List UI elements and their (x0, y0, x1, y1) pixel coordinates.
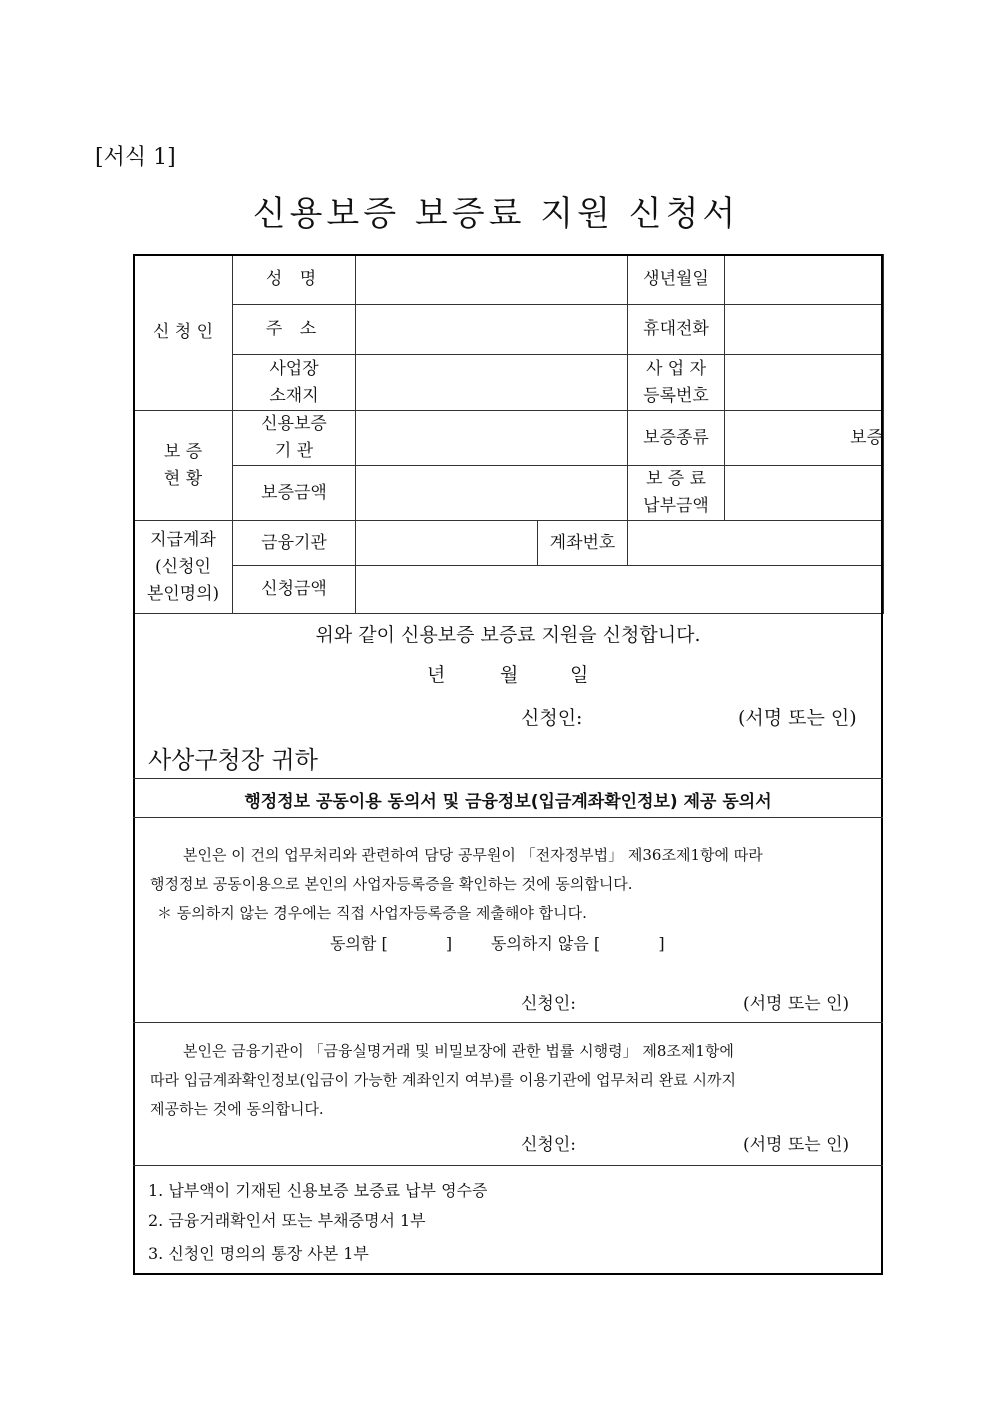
name-label: 성 명 (233, 255, 356, 305)
date-year: 년 (427, 664, 446, 686)
date-month: 월 (500, 664, 519, 686)
attachment-item-3: 3. 신청인 명의의 통장 사본 1부 (148, 1244, 369, 1263)
admin-applicant-label: 신청인: (521, 994, 576, 1014)
declaration-sign-label: (서명 또는 인) (738, 707, 857, 729)
workplace-label-line2: 소재지 (269, 385, 319, 406)
agency-label-line1: 신용보증 (261, 414, 327, 434)
request-amount-label: 신청금액 (233, 566, 356, 614)
type-value: 보증 (850, 427, 883, 448)
agency-label-line2: 기 관 (274, 441, 314, 461)
attachment-item-1: 1. 납부액이 기재된 신용보증 보증료 납부 영수증 (148, 1181, 488, 1200)
divider-consent-top (133, 778, 883, 779)
phone-label: 휴대전화 (628, 305, 725, 355)
finance-consent-line2: 따라 입금계좌확인정보(입금이 가능한 계좌인지 여부)를 이용기관에 업무처리 완료 시까지 (150, 1071, 736, 1089)
date-day: 일 (570, 664, 589, 686)
agree-close: ] (445, 934, 453, 953)
disagree-label: 동의하지 않음 [ (491, 934, 601, 953)
guarantee-section-line2: 현 황 (163, 468, 203, 489)
applicant-section-label: 신 청 인 (134, 255, 233, 411)
fee-label-line2: 납부금액 (643, 496, 709, 516)
agree-label: 동의함 [ (330, 934, 388, 953)
account-section-line2: (신청인 (155, 556, 211, 577)
agree-option[interactable] (330, 929, 452, 958)
account-section-line3: 본인명의) (146, 583, 220, 604)
declaration-statement: 위와 같이 신용보증 보증료 지원을 신청합니다. (315, 624, 701, 646)
divider-consent-heading (133, 817, 883, 818)
attachment-item-2: 2. 금융거래확인서 또는 부채증명서 1부 (148, 1211, 426, 1230)
finance-sign-label: (서명 또는 인) (743, 1135, 850, 1155)
disagree-close: ] (658, 934, 665, 953)
admin-sign-label: (서명 또는 인) (743, 994, 850, 1014)
addressee: 사상구청장 귀하 (148, 746, 318, 774)
fee-label-line1: 보 증 료 (645, 469, 707, 489)
divider-attachments (133, 1165, 883, 1166)
amount-label: 보증금액 (233, 466, 356, 521)
declaration-applicant-label: 신청인: (521, 707, 583, 729)
address-label: 주 소 (233, 305, 356, 355)
bizno-label-line2: 등록번호 (643, 385, 709, 406)
bizno-label-line1: 사 업 자 (645, 358, 707, 379)
birth-label: 생년월일 (628, 255, 725, 305)
admin-consent-note: ＊ 동의하지 않는 경우에는 직접 사업자등록증을 제출해야 합니다. (157, 904, 587, 922)
consent-heading: 행정정보 공동이용 동의서 및 금융정보(입금계좌확인정보) 제공 동의서 (244, 792, 772, 812)
finance-consent-line3: 제공하는 것에 동의합니다. (150, 1100, 324, 1118)
divider-finance (133, 1022, 883, 1023)
bank-label: 금융기관 (233, 521, 356, 566)
type-label: 보증종류 (628, 411, 725, 466)
finance-consent-line1: 본인은 금융기관이 「금융실명거래 및 비밀보장에 관한 법률 시행령」 제8조제1항에 (183, 1042, 734, 1060)
finance-applicant-label: 신청인: (521, 1135, 576, 1155)
form-title: 신용보증 보증료 지원 신청서 (252, 194, 740, 234)
account-section-line1: 지급계좌 (150, 529, 216, 550)
admin-consent-line1: 본인은 이 건의 업무처리와 관련하여 담당 공무원이 「전자정부법」 제36조제1항에 따라 (183, 846, 763, 864)
workplace-label-line1: 사업장 (269, 358, 319, 379)
guarantee-section-line1: 보 증 (163, 441, 203, 462)
admin-consent-line2: 행정정보 공동이용으로 본인의 사업자등록증을 확인하는 것에 동의합니다. (150, 875, 633, 893)
account-no-label: 계좌번호 (538, 521, 628, 566)
disagree-option[interactable] (491, 929, 665, 958)
form-number: [서식 1] (95, 145, 176, 170)
